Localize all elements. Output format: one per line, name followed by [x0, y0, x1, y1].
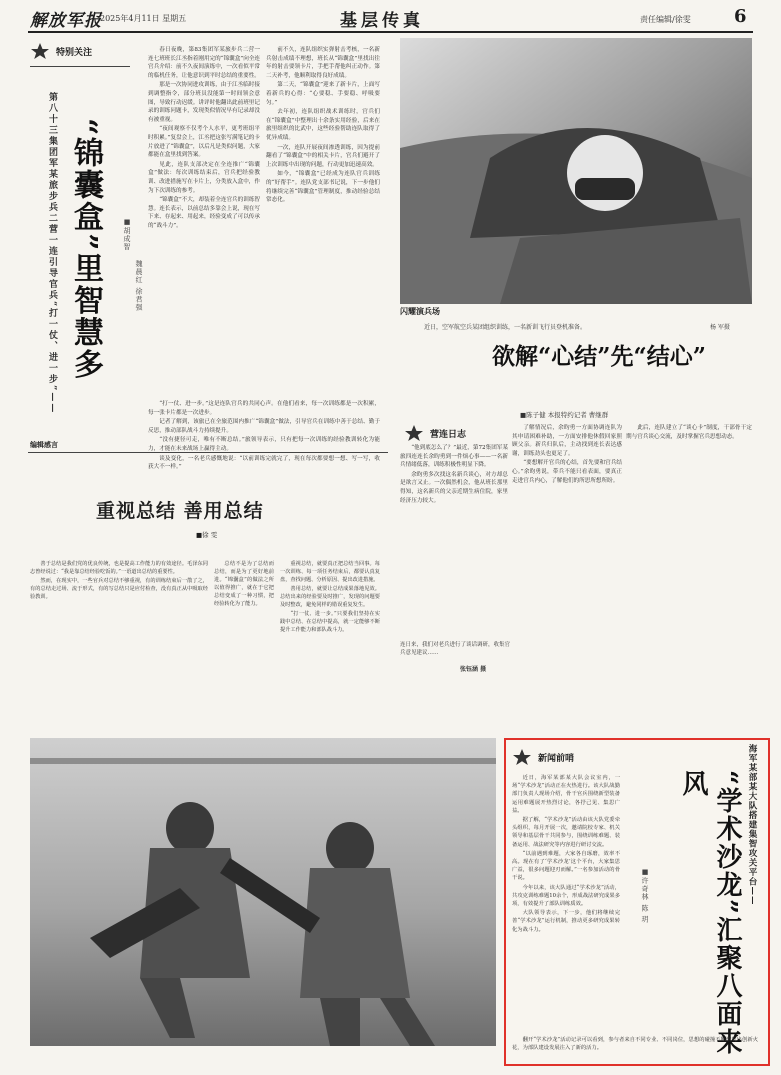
article4-author: ■许奇林 陈 玥: [641, 868, 649, 924]
article3-byline: ■徐 雯: [196, 531, 218, 539]
article-subtitle: 第八十三集团军某旅步兵二营一连引导官兵“打一仗、进一步”——: [47, 92, 57, 415]
photo-caption: 近日，空军航空兵某团组织训练，一名新训飞行员登机准备。: [424, 324, 587, 331]
paragraph: 那是一次协同进攻训练，由于江丞临时接到调整指令，部分班员没能第一时间领会意图，导致行动迟缓。讲评时他翻出此前班里记录的训练问题卡，发现类似情况早有记录却没有被重视。: [148, 82, 260, 123]
paragraph: 记者了解到，该旅已在全旅范围内推广“锦囊盒”做法，引导官兵在训练中善于总结、勤于反思，推动部队战斗力持续提升。: [148, 419, 380, 434]
column-label: 特别关注: [56, 47, 93, 58]
paragraph: 前不久，连队组织实弹射击考核，一名新兵射击成绩不理想，班长从“锦囊盒”里找出往年的射击要领卡片，手把手帮他纠正动作。第二天补考，他顺利取得良好成绩。: [266, 47, 380, 79]
paragraph: 余昀勇多次找这名新兵谈心，对方却总是欲言又止。一次偶然机会，他从班长那里得知，这名新兵的父亲近期生病住院，家里经济压力较大。: [400, 471, 508, 504]
article2-headline: 欲解“心结”先“结心”: [492, 343, 706, 370]
paragraph: 了解情况后，余昀勇一方面协调连队为其申请困难补助，一方面安排他休假回家照顾父亲。新兵归队后，主动找到连长表达感谢，训练劲头也更足了。: [512, 425, 622, 457]
sidenote-credit: 张钰涵 摄: [460, 666, 487, 673]
paragraph: 翻开“学术沙龙”活动记录可以看到，参与者来自不同专业、不同岗位，思想的碰撞不断激发出创新火花，为部队建设发展注入了新的活力。: [512, 1037, 758, 1051]
column-label: 新闻前哨: [538, 753, 575, 764]
article4-headline: [676, 770, 744, 1075]
sidenote: 连日来，我们对老兵进行了谈话调研，收集官兵意见建议……: [400, 642, 511, 656]
paragraph: 善用总结，就要让总结成果落地见效。总结出来的经验要及时推广，发现的问题要及时整改，避免同样的错误重复发生。: [280, 586, 380, 608]
article2-byline: ■陈子健 本报特约记者 曹继群: [520, 411, 609, 419]
paragraph: “夜间观察不仅考个人水平，更考班组平时积累。”复盘会上，江丞把这张写满笔记的卡片放进了“锦囊盒”，以后凡是类似问题，大家都能在盒里找到答案。: [148, 126, 261, 159]
paragraph: “他到底怎么了？”最近，第72集团军某旅四连连长余昀勇到一件烦心事——一名新兵情绪低落，训练积极性明显下降。: [400, 445, 508, 469]
paragraph: 如今，“锦囊盒”已经成为连队官兵训练的“好帮手”。连队党支部书记说，下一步他们将继续完善“锦囊盒”管理制度，推动经验总结常态化。: [266, 171, 380, 204]
star-icon: [30, 42, 50, 60]
photo-illustration: [400, 38, 752, 304]
page-number: 6: [734, 6, 747, 27]
headline-part-a: “锦囊盒”: [68, 118, 103, 253]
paragraph: 近日，海军某部某大队会议室内，一场“学术沙龙”活动正在火热进行。该大队战勤部门负责人现场介绍，骨干官兵围绕新型装备运用难题展开热烈讨论，各抒己见、集思广益。: [512, 775, 620, 814]
paragraph: 去年初，连队组织战术训练时，官兵们在“锦囊盒”中整理出十余条实用经验，后来在旅里组织的比武中，这些经验帮助连队取得了优异成绩。: [266, 109, 380, 141]
paragraph: 大队领导表示，下一步，他们将继续完善“学术沙龙”运行机制，推动更多研究成果转化为战斗力。: [512, 910, 620, 933]
paragraph: 春日夜晚，第83集团军某旅步兵二营一连七班班长江丞指着刚用完的“锦囊盒”向全连官兵介绍：前不久夜间演练中，一次看似平常的临机任务，让他意识到平时总结的重要性。: [148, 47, 261, 79]
jet-pilot-photo: [400, 38, 752, 304]
newspaper-logo: 解放军报: [30, 11, 102, 31]
paragraph: 见此，连队支部决定在全连推广“锦囊盒”做法：每次训练结束后，官兵把经验教训、改进措施写在卡片上，分类放入盒中，作为下次训练的参考。: [148, 161, 260, 194]
issue-date: 2025年4月11日 星期五: [100, 14, 187, 23]
paragraph: 谈及变化，一名老兵感慨地说：“以前训练完就完了，现在每次都要想一想、写一写，收获大不一样。”: [148, 455, 380, 471]
editor-note-label: 编辑感言: [30, 441, 58, 449]
photo-caption-title: 闪耀演兵场: [400, 307, 440, 316]
article-body-col-2: [266, 46, 380, 442]
training-photo: [30, 738, 496, 1046]
column-label: 营连日志: [430, 429, 467, 440]
paragraph: “没有捷径可走，唯有不断总结。”旅领导表示，只有把每一次训练的经验教训转化为能力，才能在未来战场上赢得主动。: [148, 437, 380, 452]
column-badge: [30, 42, 92, 60]
paragraph: “要想解开官兵的心结，首先要和官兵结心。”余昀勇说，带兵不能只看表面，要真正走进官兵内心，了解他们的所思所想所盼。: [512, 460, 622, 484]
headline-part-b: 汇聚八面来风: [678, 770, 742, 1056]
article2-body-col-3: [626, 424, 752, 634]
divider: [30, 66, 130, 67]
article-body-tail: [148, 400, 380, 471]
paragraph: 此后，连队建立了“谈心卡”制度，干部骨干定期与官兵谈心交流，及时掌握官兵思想动态。: [626, 425, 752, 440]
masthead-rule: [28, 31, 753, 33]
article4-closing: [512, 1036, 758, 1058]
paragraph: 善于总结是我们党的优良传统，也是提高工作能力的有效途径。毛泽东同志曾经说过：“我是靠总结经验吃饭的。”一语道出总结的重要性。: [30, 561, 208, 575]
paragraph: 据了解，“学术沙龙”活动由该大队党委牵头组织，每月开展一次，邀请院校专家、机关领导和基层骨干共同参与，围绕训练难题、装备运用、战法研究等内容进行研讨交流。: [512, 817, 620, 848]
paragraph: “打一仗、进一步。”这是连队官兵的共同心声。在他们看来，每一次训练都是一次积累，每一张卡片都是一次进步。: [148, 401, 380, 416]
star-icon: [404, 424, 424, 442]
paragraph: 重视总结，就要真正把总结当回事。每一次训练、每一项任务结束后，都要认真复盘，查找问题、分析原因、提出改进措施。: [280, 561, 380, 583]
article3-headline: 重视总结 善用总结: [96, 500, 264, 522]
article-body-col-1: [148, 46, 260, 442]
article3-col-2: [214, 560, 274, 728]
photo-illustration: [30, 738, 496, 1046]
photo-credit: 杨 军摄: [710, 324, 730, 331]
headline-part-a: “学术沙龙”: [712, 770, 742, 916]
page-editor: 责任编辑/徐雯: [640, 15, 691, 24]
author-line-1: ■胡成智: [123, 218, 131, 251]
paragraph: 今年以来，该大队通过“学术沙龙”活动，共攻克训练难题10余个，形成战法研究成果多项，有效提升了部队训练质效。: [512, 884, 620, 908]
paragraph: “打一仗、进一步。”只要我们坚持在实践中总结、在总结中提高，就一定能够不断提升工作能力和部队战斗力。: [280, 611, 380, 633]
paragraph: 总结不是为了总结而总结，而是为了更好地前进。“锦囊盒”的做法之所以值得推广，就在于它把总结变成了一种习惯，把经验转化为了能力。: [214, 561, 274, 607]
paragraph: 第二天，“锦囊盒”迎来了新卡片，上面写着新兵的心得：“心要稳、手要稳、呼吸要匀。”: [266, 82, 380, 106]
author-line-2: 魏晨红 徐君强: [135, 260, 143, 312]
article3-col-1: [30, 560, 208, 728]
paragraph: 然而，在现实中，一些官兵对总结不够重视，有的训练结束后一散了之，有的总结走过场、流于形式，有的写总结只是应付检查，没有真正从中吸取经验教训。: [30, 578, 208, 600]
paragraph: “锦囊盒”不大，却装着全连官兵的训练智慧。连长表示，以前总结多靠会上说，现在写下来、存起来、用起来，经验变成了可以传承的“战斗力”。: [148, 197, 261, 229]
column-badge: [512, 748, 574, 766]
article4-subtitle: 海军某部某大队搭建集智攻关平台——: [747, 744, 757, 906]
article-headline: [66, 118, 104, 381]
section-title: 基层传真: [340, 11, 424, 31]
article4-body-col-1: [512, 774, 620, 1032]
star-icon: [512, 748, 532, 766]
article3-col-3: [280, 560, 380, 728]
article2-body-col-2: [512, 424, 622, 634]
column-badge: [404, 424, 466, 442]
paragraph: 一次，连队开展夜间渗透训练，因为提前翻看了“锦囊盒”中的相关卡片，官兵们避开了上次训练中出现的问题，行动更加迅速高效。: [266, 144, 380, 168]
paragraph: “以前遇到难题，大家各自琢磨，效率不高。现在有了‘学术沙龙’这个平台，大家集思广益，很多问题迎刃而解。”一名参加活动的骨干说。: [512, 850, 620, 882]
headline-part-b: 里智慧多: [68, 252, 103, 381]
article2-body-col-1: [400, 444, 508, 634]
